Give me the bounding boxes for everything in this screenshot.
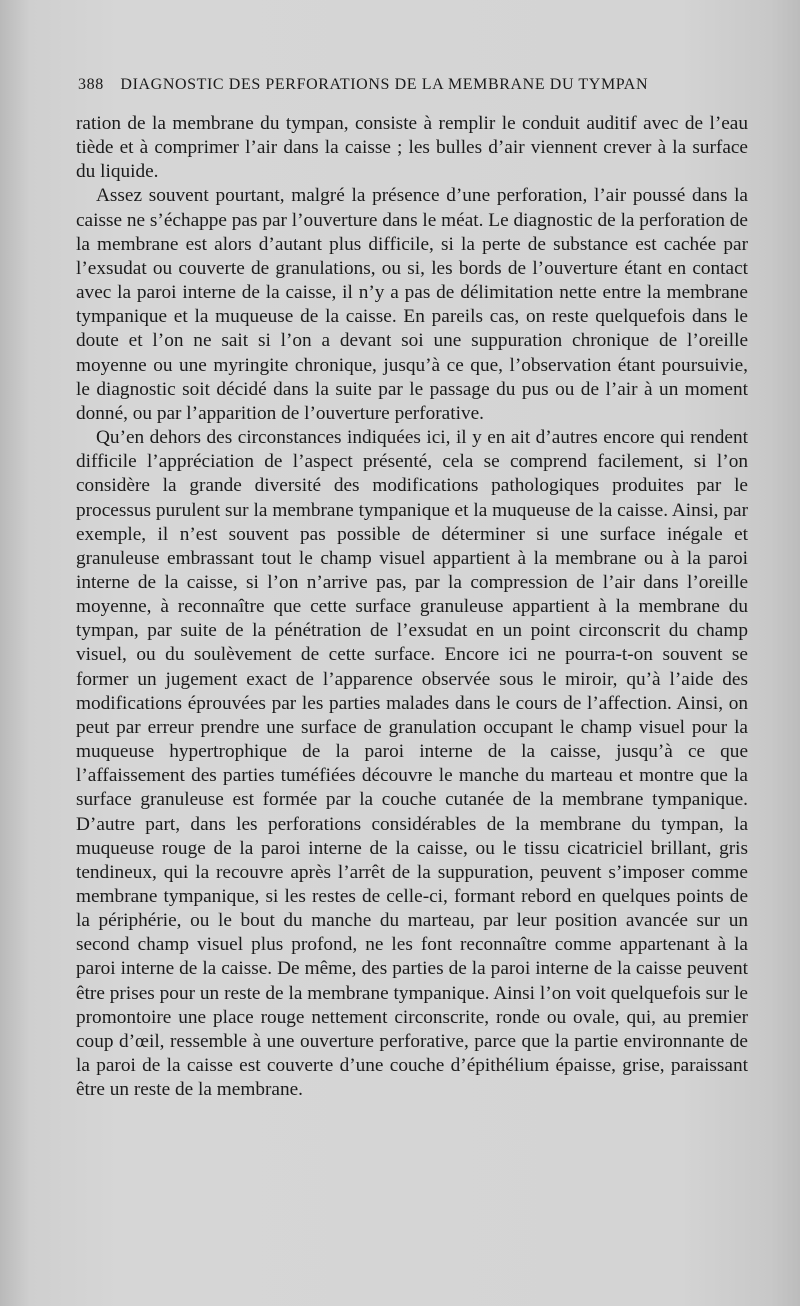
running-title: DIAGNOSTIC DES PERFORATIONS DE LA MEMBRANE DU TYMPAN (120, 76, 649, 93)
paragraph: Assez souvent pourtant, malgré la présence d’une perforation, l’air poussé dans la caisse ne s’échappe pas par l’ouverture dans le méat. Le diagnostic de la perforation de la membrane est alors d’autant plus difficile, si la perte de substance est cachée par l’exsudat ou couverte de granulations, ou si, les bords de l’ouverture étant en contact avec la paroi interne de la caisse, il n’y a pas de délimitation nette entre la membrane tympanique et la muqueuse de la caisse. En pareils cas, on reste quelquefois dans le doute et l’on ne sait si l’on a devant soi une suppuration chronique de l’oreille moyenne ou une myringite chronique, jusqu’à ce que, l’observation étant poursuivie, le diagnostic soit décidé dans la suite par le passage du pus ou de l’air à un moment donné, ou par l’apparition de l’ouverture perforative. (76, 185, 748, 424)
paragraph-continuation: ration de la membrane du tympan, consiste à remplir le conduit auditif avec de l’eau tiède et à comprimer l’air dans la caisse ; les bulles d’air viennent crever à la surface du liquide. (76, 113, 748, 183)
body-text (76, 112, 748, 1102)
running-header (78, 76, 718, 94)
page-number: 388 (78, 76, 104, 93)
paragraph: Qu’en dehors des circonstances indiquées ici, il y en ait d’autres encore qui rendent difficile l’appréciation de l’aspect présenté, cela se comprend facilement, si l’on considère la grande diversité des modifications pathologiques produites par le processus purulent sur la membrane tympanique et la muqueuse de la caisse. Ainsi, par exemple, il n’est souvent pas possible de déterminer si une surface inégale et granuleuse embrassant tout le champ visuel appartient à la membrane ou à la paroi interne de la caisse, si l’on n’arrive pas, par la compression de l’air dans l’oreille moyenne, à reconnaître que cette surface granuleuse appartient à la membrane du tympan, par suite de la pénétration de l’exsudat en un point circonscrit du champ visuel, ou du soulèvement de cette surface. Encore ici ne pourra-t-on souvent se former un jugement exact de l’apparence observée sous le miroir, qu’à l’aide des modifications éprouvées par les parties malades dans le cours de l’affection. Ainsi, on peut par erreur prendre une surface de granulation occupant le champ visuel pour la muqueuse hypertrophique de la paroi interne de la caisse, jusqu’à ce que l’affaissement des parties tuméfiées découvre le manche du marteau et montre que la surface granuleuse est formée par la couche cutanée de la membrane tympanique. D’autre part, dans les perforations considérables de la membrane du tympan, la muqueuse rouge de la paroi interne de la caisse, ou le tissu cicatriciel brillant, gris tendineux, qui la recouvre après l’arrêt de la suppuration, peuvent s’imposer comme membrane tympanique, si les restes de celle-ci, formant rebord en quelques points de la périphérie, ou le bout du manche du marteau, par leur position avancée sur un second champ visuel plus profond, ne les font reconnaître comme appartenant à la paroi interne de la caisse. De même, des parties de la paroi interne de la caisse peuvent être prises pour un reste de la membrane tympanique. Ainsi l’on voit quelquefois sur le promontoire une place rouge nettement circonscrite, ronde ou ovale, qui, au premier coup d’œil, ressemble à une ouverture perforative, parce que la partie environnante de la paroi de la caisse est couverte d’une couche d’épithélium épaisse, grise, paraissant être un reste de la membrane. (76, 427, 748, 1101)
